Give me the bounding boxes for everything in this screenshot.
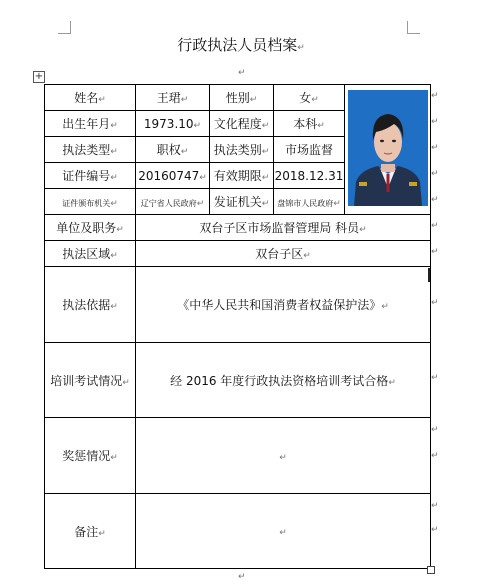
awards-label-cell[interactable]: 奖惩情况↵	[45, 418, 136, 494]
row-end-mark: ↵	[431, 117, 439, 127]
table-resize-handle[interactable]	[427, 566, 435, 574]
table-move-handle-icon[interactable]: +	[34, 71, 44, 82]
document-title: 行政执法人员档案↵	[177, 36, 305, 54]
text-cursor	[428, 268, 430, 282]
remarks-value-cell[interactable]: ↵	[136, 494, 431, 569]
area-label-cell[interactable]: 执法区域↵	[45, 241, 136, 267]
row-end-mark: ↵	[431, 195, 439, 205]
row-end-mark: ↵	[431, 169, 439, 179]
awards-value-cell[interactable]: ↵	[136, 418, 431, 494]
enforcement-type-label-cell[interactable]: 执法类型↵	[45, 137, 136, 163]
name-value-cell[interactable]: 王珺↵	[136, 85, 210, 111]
basis-label-cell[interactable]: 执法依据↵	[45, 267, 136, 343]
issuing-org-label-cell[interactable]: 发证机关↵	[210, 189, 274, 215]
unit-label-cell[interactable]: 单位及职务↵	[45, 215, 136, 241]
issuer-label-cell[interactable]: 证件颁布机关↵	[45, 189, 136, 215]
training-value-cell[interactable]: 经 2016 年度行政执法资格培训考试合格↵	[136, 343, 431, 418]
row-end-mark: ↵	[431, 247, 439, 257]
issuing-org-value-cell[interactable]: 盘锦市人民政府↵	[274, 189, 345, 215]
issuer-value-cell[interactable]: 辽宁省人民政府↵	[136, 189, 210, 215]
row-end-mark: ↵	[431, 373, 439, 383]
birth-value-cell[interactable]: 1973.10↵	[136, 111, 210, 137]
name-label-cell[interactable]: 姓名↵	[45, 85, 136, 111]
row-end-mark: ↵	[431, 91, 439, 101]
row-end-mark: ↵	[431, 451, 439, 461]
area-value-cell[interactable]: 双台子区↵	[136, 241, 431, 267]
birth-label-cell[interactable]: 出生年月↵	[45, 111, 136, 137]
gender-value-cell[interactable]: 女↵	[274, 85, 345, 111]
crop-mark-top-left	[58, 21, 71, 34]
education-label-cell[interactable]: 文化程度↵	[210, 111, 274, 137]
gender-label-cell[interactable]: 性别↵	[210, 85, 274, 111]
remarks-label-cell[interactable]: 备注↵	[45, 494, 136, 569]
paragraph-mark-bottom: ↵	[238, 572, 246, 582]
cert-no-value-cell[interactable]: 20160747↵	[136, 163, 210, 189]
validity-label-cell[interactable]: 有效期限↵	[210, 163, 274, 189]
row-end-mark: ↵	[431, 525, 439, 535]
row-end-mark: ↵	[431, 501, 439, 511]
crop-mark-top-right	[407, 21, 420, 34]
enforcement-type-value-cell[interactable]: 职权↵	[136, 137, 210, 163]
validity-value-cell[interactable]: 2018.12.31	[274, 163, 345, 189]
paragraph-mark: ↵	[238, 68, 246, 78]
photo-cell[interactable]	[345, 85, 431, 215]
basis-value-cell[interactable]: 《中华人民共和国消费者权益保护法》↵	[136, 267, 431, 343]
row-end-mark: ↵	[431, 425, 439, 435]
unit-value-cell[interactable]: 双台子区市场监督管理局 科员↵	[136, 215, 431, 241]
id-photo	[348, 90, 428, 206]
row-end-mark: ↵	[431, 221, 439, 231]
row-end-mark: ↵	[431, 143, 439, 153]
education-value-cell[interactable]: 本科↵	[274, 111, 345, 137]
enforcement-category-value-cell[interactable]: 市场监督	[274, 137, 345, 163]
cert-no-label-cell[interactable]: 证件编号↵	[45, 163, 136, 189]
personnel-record-table	[44, 84, 431, 569]
training-label-cell[interactable]: 培训考试情况↵	[45, 343, 136, 418]
enforcement-category-label-cell[interactable]: 执法类别↵	[210, 137, 274, 163]
row-end-mark: ↵	[431, 298, 439, 308]
